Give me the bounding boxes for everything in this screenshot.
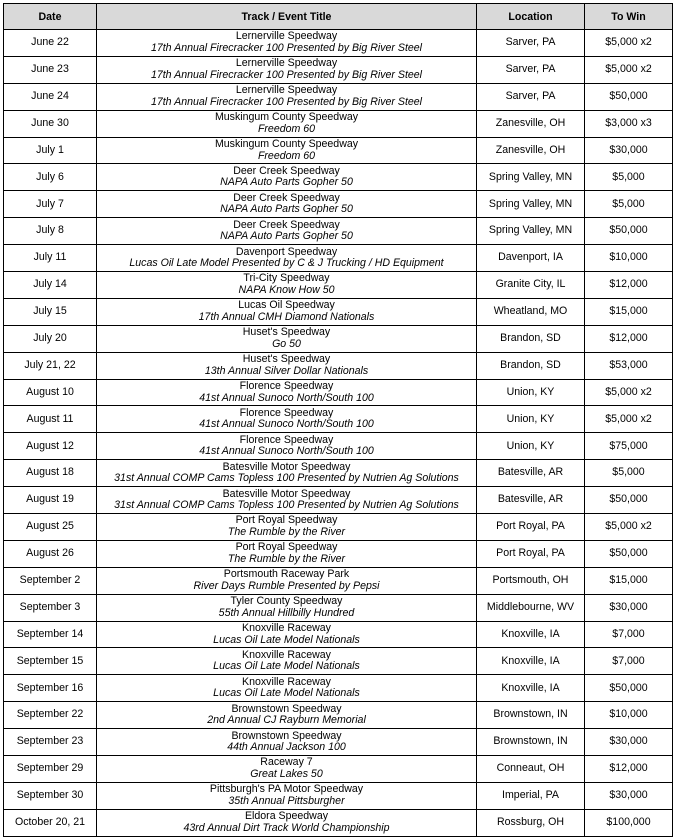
cell-location: Port Royal, PA (477, 514, 585, 541)
cell-location: Union, KY (477, 379, 585, 406)
cell-to-win: $50,000 (585, 83, 673, 110)
cell-to-win: $100,000 (585, 809, 673, 836)
event-title: NAPA Auto Parts Gopher 50 (220, 203, 353, 216)
table-row (4, 756, 673, 783)
table-row (4, 702, 673, 729)
cell-title (97, 729, 477, 756)
cell-date: June 23 (4, 56, 97, 83)
cell-date: August 10 (4, 379, 97, 406)
track-name: Deer Creek Speedway (233, 191, 340, 204)
event-title: Go 50 (272, 337, 301, 350)
track-name: Knoxville Raceway (242, 675, 331, 688)
cell-date: September 3 (4, 594, 97, 621)
table-row (4, 272, 673, 299)
event-title: Lucas Oil Late Model Nationals (213, 660, 360, 673)
track-name: Raceway 7 (260, 756, 313, 769)
cell-date: September 22 (4, 702, 97, 729)
cell-title (97, 406, 477, 433)
table-row (4, 164, 673, 191)
table-row (4, 460, 673, 487)
event-title: 13th Annual Silver Dollar Nationals (204, 364, 369, 377)
event-title: 17th Annual CMH Diamond Nationals (198, 310, 375, 323)
table-row (4, 782, 673, 809)
cell-title (97, 245, 477, 272)
cell-title (97, 191, 477, 218)
event-title: 55th Annual Hillbilly Hundred (218, 606, 355, 619)
cell-date: October 20, 21 (4, 809, 97, 836)
cell-title (97, 352, 477, 379)
track-name: Batesville Motor Speedway (222, 487, 351, 500)
cell-title (97, 702, 477, 729)
track-name: Florence Speedway (239, 406, 334, 419)
table-row (4, 298, 673, 325)
event-title: 17th Annual Firecracker 100 Presented by Big River Steel (150, 68, 423, 81)
cell-title (97, 460, 477, 487)
event-title: 43rd Annual Dirt Track World Championship (183, 821, 390, 834)
track-name: Lernerville Speedway (235, 84, 338, 97)
track-name: Lernerville Speedway (235, 57, 338, 70)
cell-date: July 14 (4, 272, 97, 299)
event-title: 31st Annual COMP Cams Topless 100 Presented by Nutrien Ag Solutions (114, 499, 459, 512)
table-row (4, 191, 673, 218)
cell-date: July 8 (4, 218, 97, 245)
cell-location: Zanesville, OH (477, 137, 585, 164)
event-title: NAPA Know How 50 (238, 283, 335, 296)
track-name: Batesville Motor Speedway (222, 460, 351, 473)
event-title: NAPA Auto Parts Gopher 50 (220, 230, 353, 243)
cell-title (97, 137, 477, 164)
cell-location: Spring Valley, MN (477, 191, 585, 218)
table-row (4, 137, 673, 164)
cell-location: Middlebourne, WV (477, 594, 585, 621)
cell-location: Batesville, AR (477, 487, 585, 514)
cell-location: Davenport, IA (477, 245, 585, 272)
cell-location: Knoxville, IA (477, 621, 585, 648)
cell-location: Conneaut, OH (477, 756, 585, 783)
cell-to-win: $30,000 (585, 729, 673, 756)
table-row (4, 514, 673, 541)
cell-to-win: $5,000 (585, 164, 673, 191)
event-title: 41st Annual Sunoco North/South 100 (199, 418, 374, 431)
track-name: Davenport Speedway (235, 245, 338, 258)
cell-to-win: $5,000 x2 (585, 30, 673, 57)
cell-location: Union, KY (477, 406, 585, 433)
cell-to-win: $75,000 (585, 433, 673, 460)
table-row (4, 594, 673, 621)
cell-location: Knoxville, IA (477, 648, 585, 675)
table-row (4, 675, 673, 702)
cell-to-win: $50,000 (585, 540, 673, 567)
cell-location: Brownstown, IN (477, 702, 585, 729)
cell-to-win: $12,000 (585, 325, 673, 352)
cell-date: June 22 (4, 30, 97, 57)
track-name: Huset's Speedway (242, 326, 331, 339)
track-name: Muskingum County Speedway (214, 138, 359, 150)
track-name: Huset's Speedway (242, 353, 331, 366)
event-title: The Rumble by the River (227, 525, 346, 538)
cell-date: September 2 (4, 567, 97, 594)
track-name: Deer Creek Speedway (233, 218, 340, 231)
cell-location: Brandon, SD (477, 352, 585, 379)
cell-title (97, 272, 477, 299)
event-title: Lucas Oil Late Model Nationals (213, 633, 360, 646)
event-title: NAPA Auto Parts Gopher 50 (220, 176, 353, 189)
cell-to-win: $5,000 (585, 191, 673, 218)
cell-title (97, 594, 477, 621)
cell-title (97, 621, 477, 648)
schedule-table (3, 3, 673, 837)
cell-to-win: $10,000 (585, 702, 673, 729)
cell-title (97, 110, 477, 137)
cell-title (97, 648, 477, 675)
cell-location: Port Royal, PA (477, 540, 585, 567)
event-title: Lucas Oil Late Model Nationals (213, 687, 360, 700)
cell-to-win: $50,000 (585, 487, 673, 514)
track-name: Muskingum County Speedway (214, 111, 359, 124)
event-title: 35th Annual Pittsburgher (228, 794, 345, 807)
cell-location: Union, KY (477, 433, 585, 460)
event-title: Freedom 60 (257, 122, 316, 135)
cell-to-win: $50,000 (585, 218, 673, 245)
cell-location: Brownstown, IN (477, 729, 585, 756)
cell-to-win: $10,000 (585, 245, 673, 272)
table-row (4, 540, 673, 567)
cell-date: June 30 (4, 110, 97, 137)
header-row (4, 4, 673, 30)
track-name: Port Royal Speedway (235, 514, 338, 527)
cell-date: September 23 (4, 729, 97, 756)
cell-location: Granite City, IL (477, 272, 585, 299)
cell-location: Portsmouth, OH (477, 567, 585, 594)
cell-to-win: $7,000 (585, 648, 673, 675)
cell-title (97, 487, 477, 514)
cell-date: July 7 (4, 191, 97, 218)
cell-title (97, 675, 477, 702)
track-name: Tri-City Speedway (243, 272, 330, 285)
cell-date: July 21, 22 (4, 352, 97, 379)
cell-to-win: $15,000 (585, 298, 673, 325)
cell-to-win: $5,000 x2 (585, 514, 673, 541)
table-row (4, 245, 673, 272)
event-title: 17th Annual Firecracker 100 Presented by Big River Steel (150, 41, 423, 54)
track-name: Florence Speedway (239, 433, 334, 446)
cell-location: Imperial, PA (477, 782, 585, 809)
track-name: Knoxville Raceway (242, 622, 331, 635)
track-name: Portsmouth Raceway Park (223, 568, 350, 581)
cell-to-win: $15,000 (585, 567, 673, 594)
cell-location: Sarver, PA (477, 83, 585, 110)
table-row (4, 110, 673, 137)
event-title: 2nd Annual CJ Rayburn Memorial (207, 714, 366, 727)
track-name: Pittsburgh's PA Motor Speedway (209, 783, 364, 796)
cell-date: June 24 (4, 83, 97, 110)
cell-location: Zanesville, OH (477, 110, 585, 137)
header-title: Track / Event Title (97, 4, 477, 30)
cell-title (97, 379, 477, 406)
track-name: Florence Speedway (239, 380, 334, 393)
cell-title (97, 809, 477, 836)
cell-location: Wheatland, MO (477, 298, 585, 325)
cell-to-win: $30,000 (585, 594, 673, 621)
cell-location: Rossburg, OH (477, 809, 585, 836)
header-to-win: To Win (585, 4, 673, 30)
event-title: 41st Annual Sunoco North/South 100 (199, 391, 374, 404)
cell-date: August 25 (4, 514, 97, 541)
cell-title (97, 83, 477, 110)
cell-to-win: $53,000 (585, 352, 673, 379)
track-name: Knoxville Raceway (242, 648, 331, 661)
table-row (4, 379, 673, 406)
cell-date: July 1 (4, 137, 97, 164)
cell-to-win: $30,000 (585, 782, 673, 809)
cell-date: August 26 (4, 540, 97, 567)
cell-date: September 29 (4, 756, 97, 783)
table-row (4, 433, 673, 460)
table-row (4, 56, 673, 83)
cell-title (97, 540, 477, 567)
table-row (4, 83, 673, 110)
cell-title (97, 298, 477, 325)
cell-title (97, 30, 477, 57)
cell-date: July 20 (4, 325, 97, 352)
cell-date: September 15 (4, 648, 97, 675)
table-row (4, 729, 673, 756)
cell-location: Sarver, PA (477, 56, 585, 83)
cell-date: August 12 (4, 433, 97, 460)
cell-date: August 19 (4, 487, 97, 514)
cell-date: July 11 (4, 245, 97, 272)
cell-title (97, 56, 477, 83)
track-name: Brownstown Speedway (231, 702, 342, 715)
cell-date: August 18 (4, 460, 97, 487)
cell-to-win: $7,000 (585, 621, 673, 648)
cell-to-win: $5,000 x2 (585, 406, 673, 433)
cell-title (97, 782, 477, 809)
event-title: 41st Annual Sunoco North/South 100 (199, 445, 374, 458)
event-title: 44th Annual Jackson 100 (227, 741, 346, 754)
event-title: The Rumble by the River (227, 552, 346, 565)
track-name: Lucas Oil Speedway (238, 299, 335, 312)
table-row (4, 621, 673, 648)
cell-to-win: $12,000 (585, 756, 673, 783)
cell-location: Spring Valley, MN (477, 164, 585, 191)
cell-to-win: $30,000 (585, 137, 673, 164)
track-name: Eldora Speedway (244, 810, 329, 823)
cell-date: September 30 (4, 782, 97, 809)
track-name: Port Royal Speedway (235, 541, 338, 554)
header-date: Date (4, 4, 97, 30)
table-header (4, 4, 673, 30)
cell-location: Brandon, SD (477, 325, 585, 352)
cell-title (97, 514, 477, 541)
cell-date: September 14 (4, 621, 97, 648)
table-row (4, 325, 673, 352)
table-row (4, 30, 673, 57)
cell-to-win: $12,000 (585, 272, 673, 299)
cell-location: Spring Valley, MN (477, 218, 585, 245)
event-title: 31st Annual COMP Cams Topless 100 Presented by Nutrien Ag Solutions (114, 472, 459, 485)
cell-title (97, 325, 477, 352)
cell-location: Sarver, PA (477, 30, 585, 57)
cell-to-win: $5,000 (585, 460, 673, 487)
table-row (4, 218, 673, 245)
event-title: Freedom 60 (257, 149, 316, 162)
cell-location: Knoxville, IA (477, 675, 585, 702)
table-row (4, 352, 673, 379)
track-name: Tyler County Speedway (230, 595, 343, 608)
cell-title (97, 567, 477, 594)
table-row (4, 809, 673, 836)
track-name: Lernerville Speedway (235, 30, 338, 43)
table-row (4, 487, 673, 514)
cell-to-win: $3,000 x3 (585, 110, 673, 137)
track-name: Deer Creek Speedway (233, 164, 340, 177)
cell-title (97, 218, 477, 245)
cell-title (97, 433, 477, 460)
cell-to-win: $5,000 x2 (585, 56, 673, 83)
cell-to-win: $5,000 x2 (585, 379, 673, 406)
cell-date: July 6 (4, 164, 97, 191)
event-title: 17th Annual Firecracker 100 Presented by Big River Steel (150, 95, 423, 108)
table-row (4, 567, 673, 594)
event-title: Great Lakes 50 (250, 767, 323, 780)
cell-title (97, 756, 477, 783)
cell-title (97, 164, 477, 191)
cell-location: Batesville, AR (477, 460, 585, 487)
cell-to-win: $50,000 (585, 675, 673, 702)
table-row (4, 406, 673, 433)
event-title: Lucas Oil Late Model Presented by C & J Trucking / HD Equipment (129, 257, 444, 270)
cell-date: September 16 (4, 675, 97, 702)
cell-date: July 15 (4, 298, 97, 325)
table-row (4, 648, 673, 675)
track-name: Brownstown Speedway (231, 729, 342, 742)
cell-date: August 11 (4, 406, 97, 433)
event-title: River Days Rumble Presented by Pepsi (193, 579, 380, 592)
header-location: Location (477, 4, 585, 30)
table-body (4, 30, 673, 837)
